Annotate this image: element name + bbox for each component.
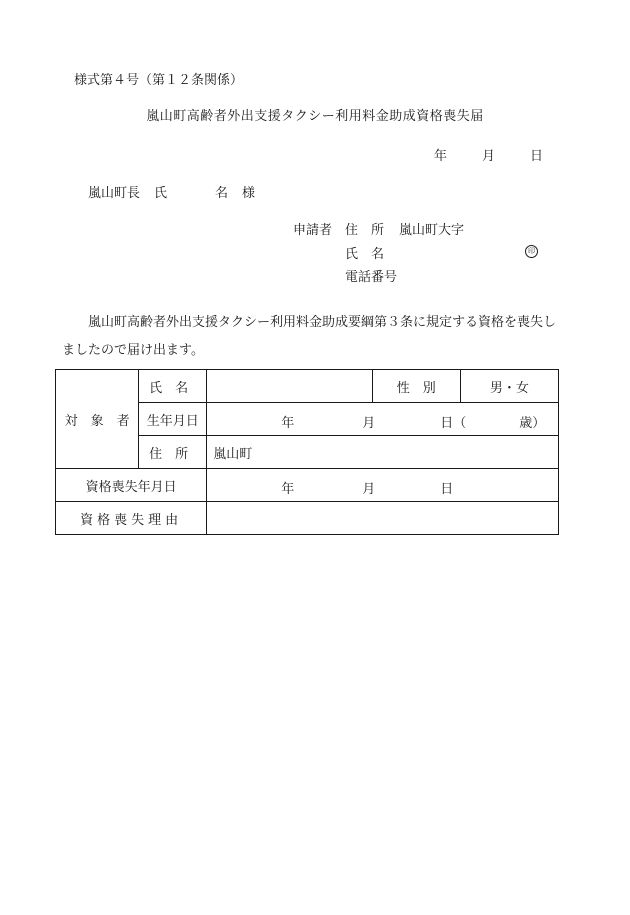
loss-date-value-cell[interactable]: [207, 469, 559, 502]
addressee-title: 嵐山町長: [88, 186, 141, 201]
addressee-honorific: 様: [242, 186, 256, 201]
address-value-cell[interactable]: [207, 436, 559, 469]
applicant-block: [293, 219, 535, 290]
date-day-label: 日: [530, 149, 544, 164]
applicant-heading: 申請者: [293, 223, 333, 238]
gender-value: 男・女: [489, 380, 529, 396]
name-label: 氏 名: [149, 380, 189, 396]
form-number: 様式第４号（第１２条関係）: [74, 73, 244, 88]
gender-label-cell: [372, 370, 460, 403]
loss-month-label: 月: [362, 482, 376, 497]
address-label: 住 所: [149, 446, 189, 462]
subject-label: 対 象 者: [64, 413, 130, 429]
dob-year-label: 年: [281, 416, 295, 431]
dob-day-label: 日（: [440, 416, 467, 431]
loss-date-label: 資格喪失年月日: [85, 479, 177, 495]
applicant-address-label: 住 所: [345, 223, 385, 238]
addressee-line: [88, 182, 255, 201]
date-line: [434, 145, 543, 164]
dob-month-label: 月: [362, 416, 376, 431]
loss-date-label-cell: [56, 469, 207, 502]
loss-day-label: 日: [440, 482, 454, 497]
dob-value-cell[interactable]: [207, 403, 559, 436]
reason-value-cell[interactable]: [207, 502, 559, 535]
gender-label: 性 別: [396, 380, 436, 396]
date-month-label: 月: [482, 149, 496, 164]
address-value: 嵐山町: [213, 446, 253, 462]
reason-label-cell: [56, 502, 207, 535]
gender-value-cell[interactable]: [460, 370, 558, 403]
date-year-label: 年: [434, 149, 448, 164]
addressee-surname-label: 氏: [154, 186, 168, 201]
name-value-cell[interactable]: [207, 370, 372, 403]
applicant-address-value: 嵐山町大字: [399, 223, 465, 238]
addressee-name-label: 名: [215, 186, 229, 201]
dob-age-label: 歳）: [519, 416, 546, 431]
reason-label: 資格喪失理由: [80, 512, 183, 528]
subject-label-cell: [56, 370, 139, 469]
name-label-cell: [139, 370, 207, 403]
subject-table: [55, 369, 559, 535]
dob-label: 生年月日: [146, 413, 199, 429]
body-text: 嵐山町高齢者外出支援タクシー利用料金助成要綱第３条に規定する資格を喪失しましたので届け出ます。: [62, 315, 557, 358]
applicant-phone-label: 電話番号: [345, 270, 398, 285]
document-title: 嵐山町高齢者外出支援タクシー利用料金助成資格喪失届: [146, 109, 484, 124]
seal-icon: 印: [525, 245, 538, 258]
applicant-name-label: 氏 名: [345, 246, 385, 262]
loss-year-label: 年: [281, 482, 295, 497]
address-label-cell: [139, 436, 207, 469]
dob-label-cell: [139, 403, 207, 436]
